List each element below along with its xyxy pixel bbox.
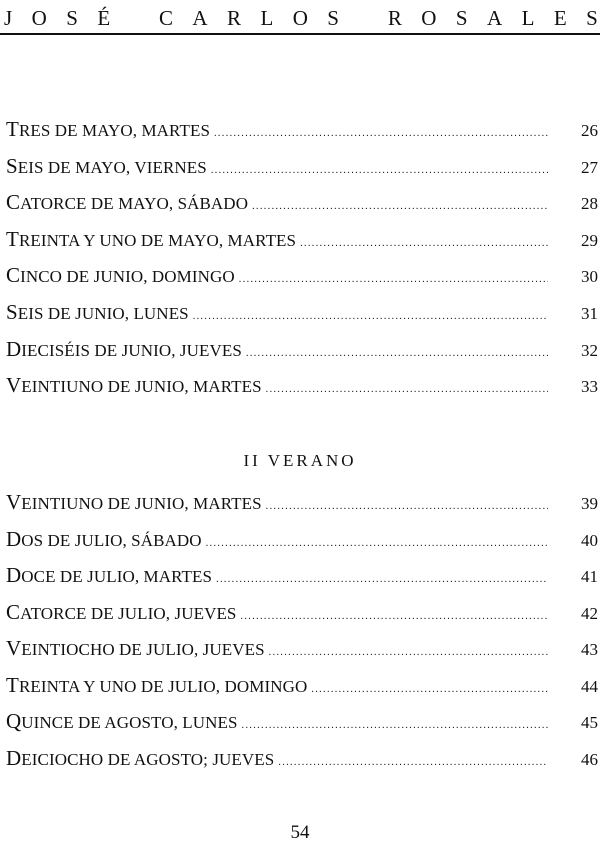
toc-entry-initial: T bbox=[6, 226, 19, 251]
toc-entry-title-rest: EINTIUNO DE JUNIO, MARTES bbox=[21, 494, 262, 513]
toc-entry-title bbox=[6, 709, 238, 734]
header-letter: J bbox=[4, 6, 13, 30]
toc-entry bbox=[6, 490, 598, 520]
toc-entry-title bbox=[6, 490, 262, 515]
toc-entry-initial: T bbox=[6, 117, 19, 141]
toc-entry bbox=[6, 373, 598, 403]
toc-entry-title bbox=[6, 337, 242, 362]
toc-entry-title-rest: REINTA Y UNO DE JULIO, DOMINGO bbox=[18, 676, 308, 696]
toc-entry-title-rest: UINCE DE AGOSTO, LUNES bbox=[21, 713, 238, 732]
header-letter: S bbox=[455, 6, 468, 30]
toc-entry-initial: D bbox=[6, 526, 22, 551]
toc-entry-initial: V bbox=[6, 490, 22, 514]
header-letter: O bbox=[31, 6, 47, 30]
toc-entry-initial: T bbox=[6, 672, 19, 697]
toc-entry-title bbox=[6, 527, 202, 552]
dot-leader bbox=[193, 310, 548, 324]
toc-entry-page: 42 bbox=[581, 603, 598, 623]
header-letter: S bbox=[586, 6, 598, 30]
toc-entry-title bbox=[6, 600, 237, 625]
dot-leader bbox=[214, 127, 548, 141]
toc-entry-page: 32 bbox=[581, 340, 598, 360]
header-letter: L bbox=[260, 6, 274, 30]
toc-entry-title-rest: ATORCE DE JULIO, JUEVES bbox=[20, 603, 237, 623]
toc-entry-title-rest: EIS DE MAYO, VIERNES bbox=[17, 157, 207, 177]
toc-entry-initial: C bbox=[6, 263, 21, 288]
dot-leader bbox=[241, 610, 549, 624]
toc-entry-title-rest: OS DE JULIO, SÁBADO bbox=[21, 530, 202, 550]
header-space bbox=[358, 6, 368, 30]
toc-entry-title-rest: EINTIOCHO DE JULIO, JUEVES bbox=[21, 640, 265, 659]
header-letter: C bbox=[158, 6, 173, 30]
toc-entry-page: 44 bbox=[581, 676, 598, 696]
toc-entry-title-rest: ATORCE DE MAYO, SÁBADO bbox=[20, 194, 249, 214]
toc-entry-title-rest: EICIOCHO DE AGOSTO; JUEVES bbox=[21, 749, 275, 769]
toc-entry-page: 40 bbox=[581, 530, 598, 550]
header-letter: S bbox=[327, 6, 339, 30]
dot-leader bbox=[311, 683, 548, 697]
header-letter: R bbox=[227, 6, 242, 30]
toc-entry-page: 31 bbox=[581, 304, 598, 323]
toc-entry-page: 43 bbox=[581, 640, 598, 659]
toc-entry-title bbox=[6, 263, 235, 288]
toc-entry bbox=[6, 746, 598, 776]
toc-entry bbox=[6, 636, 598, 666]
toc-entry-title bbox=[6, 373, 262, 398]
toc-entry bbox=[6, 673, 598, 703]
toc-entry-initial: Q bbox=[6, 709, 22, 733]
toc-entry-page: 39 bbox=[581, 494, 598, 513]
dot-leader bbox=[252, 200, 548, 214]
header-space bbox=[130, 6, 140, 30]
toc-entry bbox=[6, 227, 598, 257]
toc-entry-page: 30 bbox=[581, 267, 598, 287]
toc-entry-initial: D bbox=[6, 563, 22, 587]
toc-entry-title-rest: RES DE MAYO, MARTES bbox=[18, 121, 210, 140]
toc-entry-page: 27 bbox=[581, 157, 598, 177]
toc-entry bbox=[6, 190, 598, 220]
toc-entry-initial: V bbox=[6, 636, 22, 660]
toc-entry-title bbox=[6, 673, 307, 698]
toc-entry-title bbox=[6, 300, 189, 325]
toc-entry-page: 45 bbox=[581, 713, 598, 732]
running-header-author bbox=[0, 6, 600, 30]
header-letter: A bbox=[486, 6, 503, 30]
toc-entry bbox=[6, 600, 598, 630]
toc-entry bbox=[6, 527, 598, 557]
dot-leader bbox=[266, 500, 548, 514]
toc-entry bbox=[6, 709, 598, 739]
header-letter: E bbox=[553, 6, 567, 30]
dot-leader bbox=[278, 756, 548, 770]
header-rule bbox=[0, 33, 600, 35]
toc-entry-initial: D bbox=[6, 336, 22, 361]
toc-entry bbox=[6, 117, 598, 147]
dot-leader bbox=[269, 646, 548, 660]
toc-entry-initial: V bbox=[6, 373, 22, 398]
toc-entry bbox=[6, 563, 598, 593]
header-letter: R bbox=[387, 6, 402, 30]
dot-leader bbox=[300, 237, 548, 251]
dot-leader bbox=[242, 719, 548, 733]
dot-leader bbox=[216, 573, 548, 587]
dot-leader bbox=[266, 383, 548, 397]
toc-entry-title-rest: INCO DE JUNIO, DOMINGO bbox=[20, 267, 235, 287]
toc-entry bbox=[6, 263, 598, 293]
toc-entry-title-rest: OCE DE JULIO, MARTES bbox=[21, 567, 213, 586]
toc-entry-page: 33 bbox=[581, 377, 598, 397]
toc-entry bbox=[6, 337, 598, 367]
toc-entry-title bbox=[6, 746, 274, 771]
dot-leader bbox=[211, 164, 548, 178]
toc-entry-title bbox=[6, 227, 296, 252]
toc-entry-title-rest: EINTIUNO DE JUNIO, MARTES bbox=[21, 377, 262, 397]
header-letter: O bbox=[292, 6, 308, 30]
toc-entry-title bbox=[6, 154, 207, 179]
dot-leader bbox=[246, 347, 548, 361]
toc-entry-initial: S bbox=[6, 300, 18, 324]
dot-leader bbox=[239, 273, 548, 287]
header-letter: L bbox=[521, 6, 535, 30]
section-title: II VERANO bbox=[243, 451, 357, 470]
toc-entry-page: 29 bbox=[581, 230, 598, 250]
running-header bbox=[0, 2, 600, 32]
toc-entry-title-rest: REINTA Y UNO DE MAYO, MARTES bbox=[18, 230, 297, 250]
header-letter: A bbox=[192, 6, 208, 30]
toc-entry-title bbox=[6, 117, 210, 142]
toc-entry bbox=[6, 300, 598, 330]
toc-entry-initial: C bbox=[6, 190, 21, 215]
page-number: 54 bbox=[290, 822, 310, 843]
toc-entry-title bbox=[6, 636, 265, 661]
toc-entry-title-rest: IECISÉIS DE JUNIO, JUEVES bbox=[21, 340, 242, 360]
toc-entry-initial: S bbox=[6, 153, 18, 178]
toc-entry-page: 46 bbox=[581, 749, 598, 769]
header-letter: S bbox=[66, 6, 78, 30]
toc-entry-title bbox=[6, 190, 248, 215]
header-letter: É bbox=[97, 6, 111, 30]
dot-leader bbox=[206, 537, 548, 551]
toc-entry-page: 41 bbox=[581, 567, 598, 586]
header-letter: O bbox=[421, 6, 437, 30]
toc-entry bbox=[6, 154, 598, 184]
toc-entry-initial: D bbox=[6, 745, 22, 770]
toc-entry-title bbox=[6, 563, 212, 588]
toc-entry-initial: C bbox=[6, 599, 21, 624]
toc-entry-title-rest: EIS DE JUNIO, LUNES bbox=[17, 304, 189, 323]
toc-entry-page: 28 bbox=[581, 194, 598, 214]
toc-entry-page: 26 bbox=[581, 121, 598, 140]
